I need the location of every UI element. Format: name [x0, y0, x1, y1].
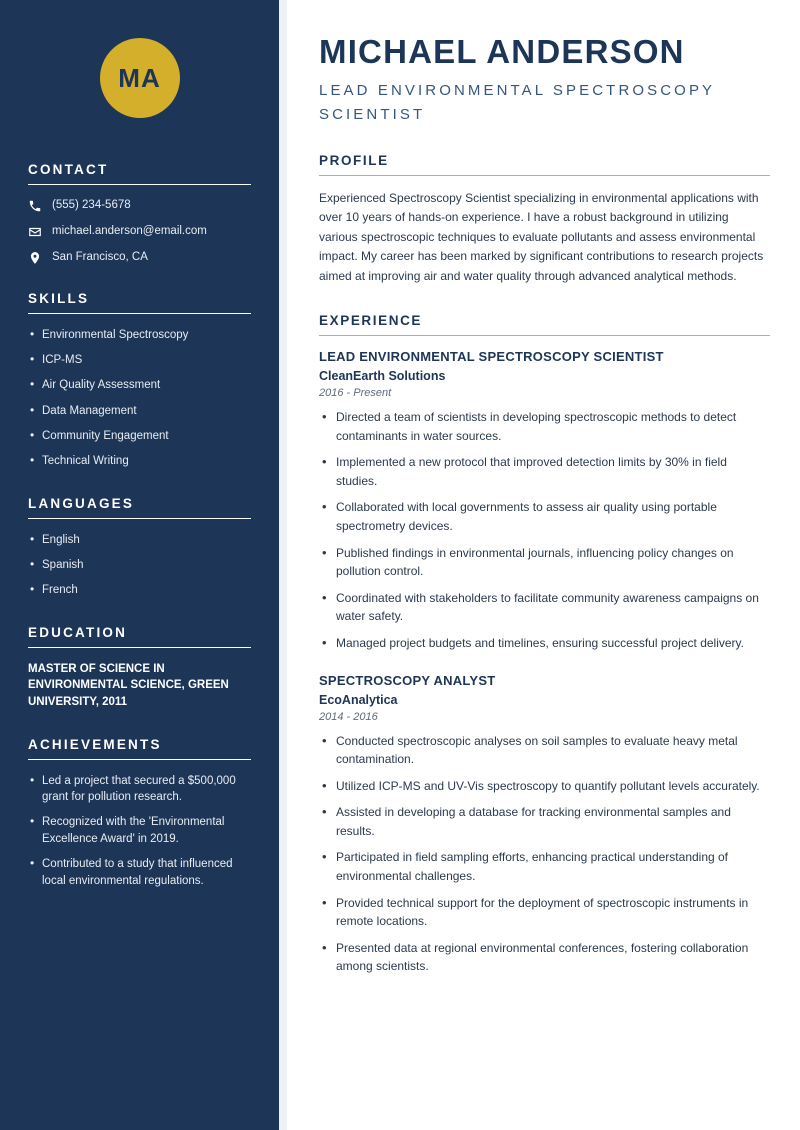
- contact-location-value: San Francisco, CA: [52, 251, 148, 263]
- page-title: MICHAEL ANDERSON: [319, 33, 685, 70]
- list-item: • Technical Writing: [28, 453, 251, 470]
- languages-section: [28, 496, 251, 599]
- header: [319, 34, 770, 126]
- education-heading: EDUCATION: [28, 625, 251, 648]
- list-item: • Environmental Spectroscopy: [28, 327, 251, 344]
- skills-section: [28, 291, 251, 470]
- avatar-container: [28, 38, 251, 118]
- job-company: CleanEarth Solutions: [319, 368, 446, 383]
- education-section: [28, 625, 251, 711]
- profile-heading: PROFILE: [319, 153, 770, 176]
- list-item: • Community Engagement: [28, 428, 251, 445]
- column-divider: [279, 0, 287, 1130]
- list-item: • Participated in field sampling efforts, enhancing practical understanding of environmental challenges.: [319, 848, 770, 885]
- list-item: • Recognized with the 'Environmental Excellence Award' in 2019.: [28, 814, 251, 847]
- list-item: • Assisted in developing a database for tracking environmental samples and results.: [319, 803, 770, 840]
- job-role: SPECTROSCOPY ANALYST: [319, 672, 496, 688]
- job-dates: 2014 - 2016: [319, 710, 378, 723]
- list-item: • Spanish: [28, 557, 251, 574]
- list-item: • Coordinated with stakeholders to facilitate community awareness campaigns on water safety.: [319, 589, 770, 626]
- list-item: • Collaborated with local governments to assess air quality using portable spectrometry devices.: [319, 498, 770, 535]
- languages-heading: LANGUAGES: [28, 496, 251, 519]
- list-item: • Led a project that secured a $500,000 grant for pollution research.: [28, 773, 251, 806]
- list-item: • Data Management: [28, 403, 251, 420]
- list-item: • Provided technical support for the deployment of spectroscopic instruments in remote locations.: [319, 894, 770, 931]
- achievements-heading: ACHIEVEMENTS: [28, 737, 251, 760]
- list-item: • Presented data at regional environmental conferences, fostering collaboration among scientists.: [319, 939, 770, 976]
- contact-phone-row: [28, 198, 251, 213]
- contact-email-row: [28, 224, 251, 239]
- profile-section: [319, 153, 770, 286]
- phone-icon: [28, 199, 42, 213]
- experience-section: [319, 313, 770, 976]
- job-role: LEAD ENVIRONMENTAL SPECTROSCOPY SCIENTIST: [319, 348, 664, 364]
- job-bullets: [319, 408, 770, 653]
- education-entry: MASTER OF SCIENCE IN ENVIRONMENTAL SCIENCE, GREEN UNIVERSITY, 2011: [28, 662, 229, 708]
- skills-heading: SKILLS: [28, 291, 251, 314]
- contact-email-value: michael.anderson@email.com: [52, 225, 207, 237]
- list-item: • Conducted spectroscopic analyses on soil samples to evaluate heavy metal contamination.: [319, 732, 770, 769]
- list-item: • Implemented a new protocol that improved detection limits by 30% in field studies.: [319, 453, 770, 490]
- contact-phone-value: (555) 234-5678: [52, 199, 131, 211]
- skills-list: [28, 327, 251, 470]
- sidebar: [0, 0, 279, 1130]
- main-content: [287, 0, 800, 1130]
- list-item: • Managed project budgets and timelines, ensuring successful project delivery.: [319, 634, 770, 653]
- achievements-section: [28, 737, 251, 890]
- location-pin-icon: [28, 251, 42, 265]
- job-dates: 2016 - Present: [319, 386, 392, 399]
- avatar: MA: [100, 38, 180, 118]
- list-item: • Air Quality Assessment: [28, 377, 251, 394]
- list-item: • Contributed to a study that influenced local environmental regulations.: [28, 856, 251, 889]
- profile-text: Experienced Spectroscopy Scientist specializing in environmental applications with over 10 years of hands-on experience. I have a robust background in utilizing various spectroscopic techniques to evaluate pollutants and assess environmental impact. My career has been marked by significant contributions to research projects aimed at improving air and water quality through advanced analytical methods.: [319, 190, 764, 283]
- achievements-list: [28, 773, 251, 890]
- experience-heading: EXPERIENCE: [319, 313, 770, 336]
- job-title: LEAD ENVIRONMENTAL SPECTROSCOPY SCIENTIST: [319, 82, 715, 123]
- list-item: • ICP-MS: [28, 352, 251, 369]
- experience-entry: [319, 673, 770, 977]
- languages-list: [28, 532, 251, 599]
- contact-location-row: [28, 250, 251, 265]
- experience-entry: [319, 349, 770, 653]
- list-item: • Directed a team of scientists in developing spectroscopic methods to detect contaminants in water sources.: [319, 408, 770, 445]
- list-item: • Utilized ICP-MS and UV-Vis spectroscopy to quantify pollutant levels accurately.: [319, 777, 770, 796]
- job-company: EcoAnalytica: [319, 692, 398, 707]
- contact-heading: CONTACT: [28, 162, 251, 185]
- list-item: • French: [28, 582, 251, 599]
- list-item: • English: [28, 532, 251, 549]
- job-bullets: [319, 732, 770, 977]
- list-item: • Published findings in environmental journals, influencing policy changes on pollution control.: [319, 544, 770, 581]
- contact-section: [28, 162, 251, 265]
- email-icon: [28, 225, 42, 239]
